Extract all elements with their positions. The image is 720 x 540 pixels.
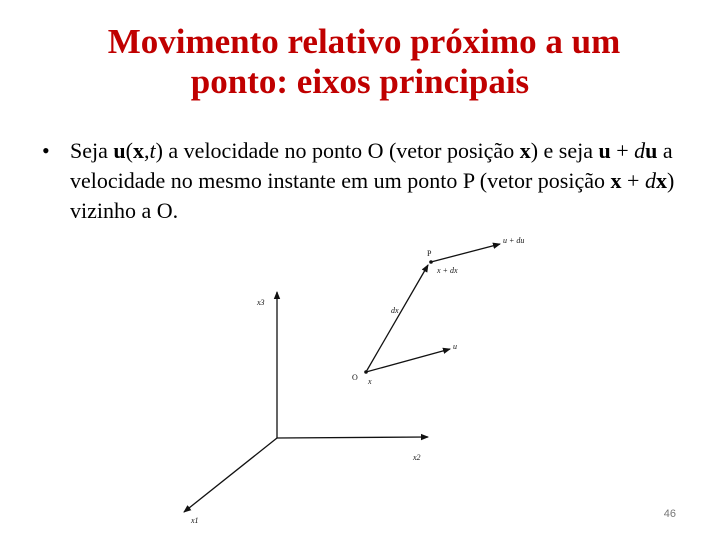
vector-dx: [366, 265, 428, 372]
axis-x1: [184, 438, 277, 512]
differential-d: d: [634, 138, 646, 163]
vector-u-plus-du-arrow: [431, 244, 500, 262]
vector-x: x: [655, 168, 667, 193]
title-line-1: Movimento relativo próximo a um: [107, 22, 621, 61]
label-x1: x1: [191, 516, 199, 525]
label-dx: dx: [391, 306, 399, 315]
vector-u-arrow: [366, 349, 450, 372]
label-x-plus-dx: x + dx: [437, 266, 458, 275]
text-seg: ) vizinho a O.: [70, 168, 675, 223]
text-seg: +: [621, 168, 645, 193]
label-x: x: [368, 377, 372, 386]
label-u-plus-du: u + du: [503, 236, 525, 245]
point-O: [364, 370, 368, 374]
text-seg: +: [610, 138, 635, 163]
title-line-2: ponto: eixos principais: [190, 62, 530, 101]
bullet-symbol: •: [42, 138, 50, 163]
label-x2: x2: [413, 453, 421, 462]
text-seg: a velocidade no mesmo instante em um ponto P (vetor posição: [70, 138, 673, 193]
label-P: P: [427, 249, 432, 258]
label-x3: x3: [257, 298, 265, 307]
vector-x: x: [132, 138, 144, 163]
vector-u: u: [113, 138, 126, 163]
vector-u: u: [645, 138, 658, 163]
var-t: t: [149, 138, 156, 163]
vector-x: x: [610, 168, 622, 193]
label-u: u: [453, 342, 457, 351]
point-P: [429, 260, 433, 264]
vector-u: u: [598, 138, 611, 163]
text-seg: Seja: [70, 138, 114, 163]
vector-x: x: [519, 138, 531, 163]
axis-x2: [277, 437, 428, 438]
label-O: O: [352, 373, 358, 382]
text-seg: ,: [143, 138, 150, 163]
page-number: 46: [663, 508, 676, 520]
differential-d: d: [644, 168, 656, 193]
text-seg: ) e seja: [530, 138, 599, 163]
text-seg: (: [125, 138, 133, 163]
text-seg: ) a velocidade no ponto O (vetor posição: [155, 138, 520, 163]
